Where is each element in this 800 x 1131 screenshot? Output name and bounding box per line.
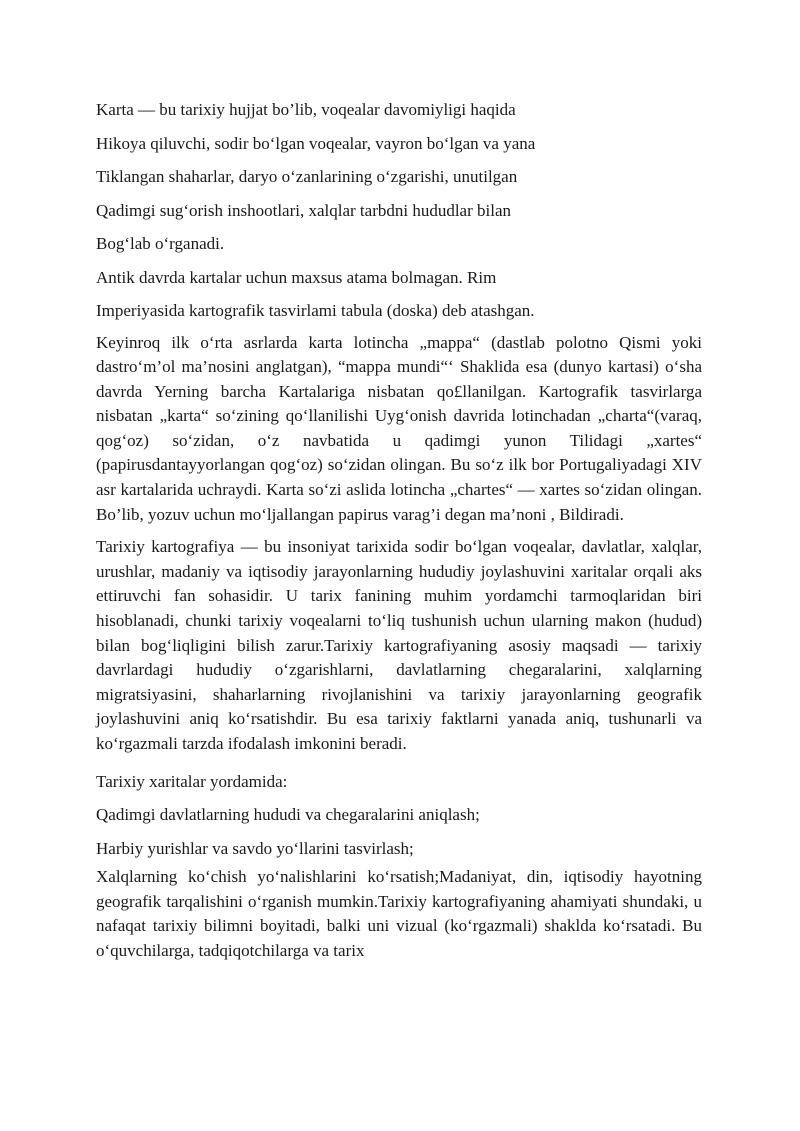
text-line: Antik davrda kartalar uchun maxsus atama bolmagan. Rim: [96, 267, 497, 287]
paragraph-karta-etymology: Keyinroq ilk o‘rta asrlarda karta lotincha „mappa“ (dastlab polotno Qismi yoki dastro‘m’ol ma’nosini anglatgan), “mappa mundi“‘ Shaklida esa (dunyo kartasi) o‘sha davrda Yerning barcha Kartalariga nisbatan qo£llanilgan. Kartografik tasvirlarga nisbatan „karta“ so‘zining qo‘llanilishi Uyg‘onish davrida lotinchadan „charta“(varaq, qog‘oz) so‘zidan, o‘z navbatida u qadimgi yunon Tilidagi „xartes“ (papirusdantayyorlangan qog‘oz) so‘zidan olingan. Bu so‘z ilk bor Portugaliyadagi XIV asr kartalarida uchraydi. Karta so‘zi aslida lotincha „chartes“ — xartes so‘zidan olingan. Bo’lib, yozuv uchun mo‘ljallangan papirus varag’i degan ma’noni , Bildiradi.: [96, 332, 702, 524]
text-line: Tarixiy xaritalar yordamida:: [96, 771, 288, 791]
text-line: Qadimgi sug‘orish inshootlari, xalqlar tarbdni hududlar bilan: [96, 200, 512, 220]
text-line: Bog‘lab o‘rganadi.: [96, 234, 225, 253]
paragraph-historical-cartography: Tarixiy kartografiya — bu insoniyat tarixida sodir bo‘lgan voqealar, davlatlar, xalqlar, urushlar, madaniy va iqtisodiy jarayonlarning hududiy joylashuvini xaritalar orqali aks ettiruvchi fan sohasidir. U tarix fanining muhim yordamchi tarmoqlaridan biri hisoblanadi, chunki tarixiy voqealarni to‘liq tushunish uchun ularning makon (hudud) bilan bog‘liqligini bilish zarur.Tarixiy kartografiyaning asosiy maqsadi — tarixiy davrlardagi hududiy o‘zgarishlarni, davlatlarning chegaralarini, xalqlarning migratsiyasini, shaharlarning rivojlanishini va tarixiy jarayonlarning geografik joylashuvini aniq ko‘rsatishdir. Bu esa tarixiy faktlarni yanada aniq, tushunarli va ko‘rgazmali tarzda ifodalash imkonini beradi.: [96, 537, 702, 753]
text-line: Tiklangan shaharlar, daryo o‘zanlarining o‘zgarishi, unutilgan: [96, 167, 518, 186]
document-body: [96, 93, 702, 971]
text-line: Hikoya qiluvchi, sodir bo‘lgan voqealar, vayron bo‘lgan va yana: [96, 133, 536, 153]
paragraph-final: Xalqlarning ko‘chish yo‘nalishlarini ko‘rsatish;Madaniyat, din, iqtisodiy hayotning geografik tarqalishini o‘rganish mumkin.Tarixiy kartografiyaning ahamiyati shundaki, u nafaqat tarixiy bilimni boyitadi, balki uni vizual (ko‘rgazmali) shaklda ko‘rsatadi. Bu o‘quvchilarga, tadqiqotchilarga va tarix: [96, 867, 702, 960]
text-line: Karta — bu tarixiy hujjat bo’lib, voqealar davomiyligi haqida: [96, 100, 516, 119]
text-line: Harbiy yurishlar va savdo yo‘llarini tasvirlash;: [96, 838, 414, 858]
text-line: Qadimgi davlatlarning hududi va chegaralarini aniqlash;: [96, 805, 480, 825]
text-line: Imperiyasida kartografik tasvirlami tabula (doska) deb atashgan.: [96, 301, 535, 320]
